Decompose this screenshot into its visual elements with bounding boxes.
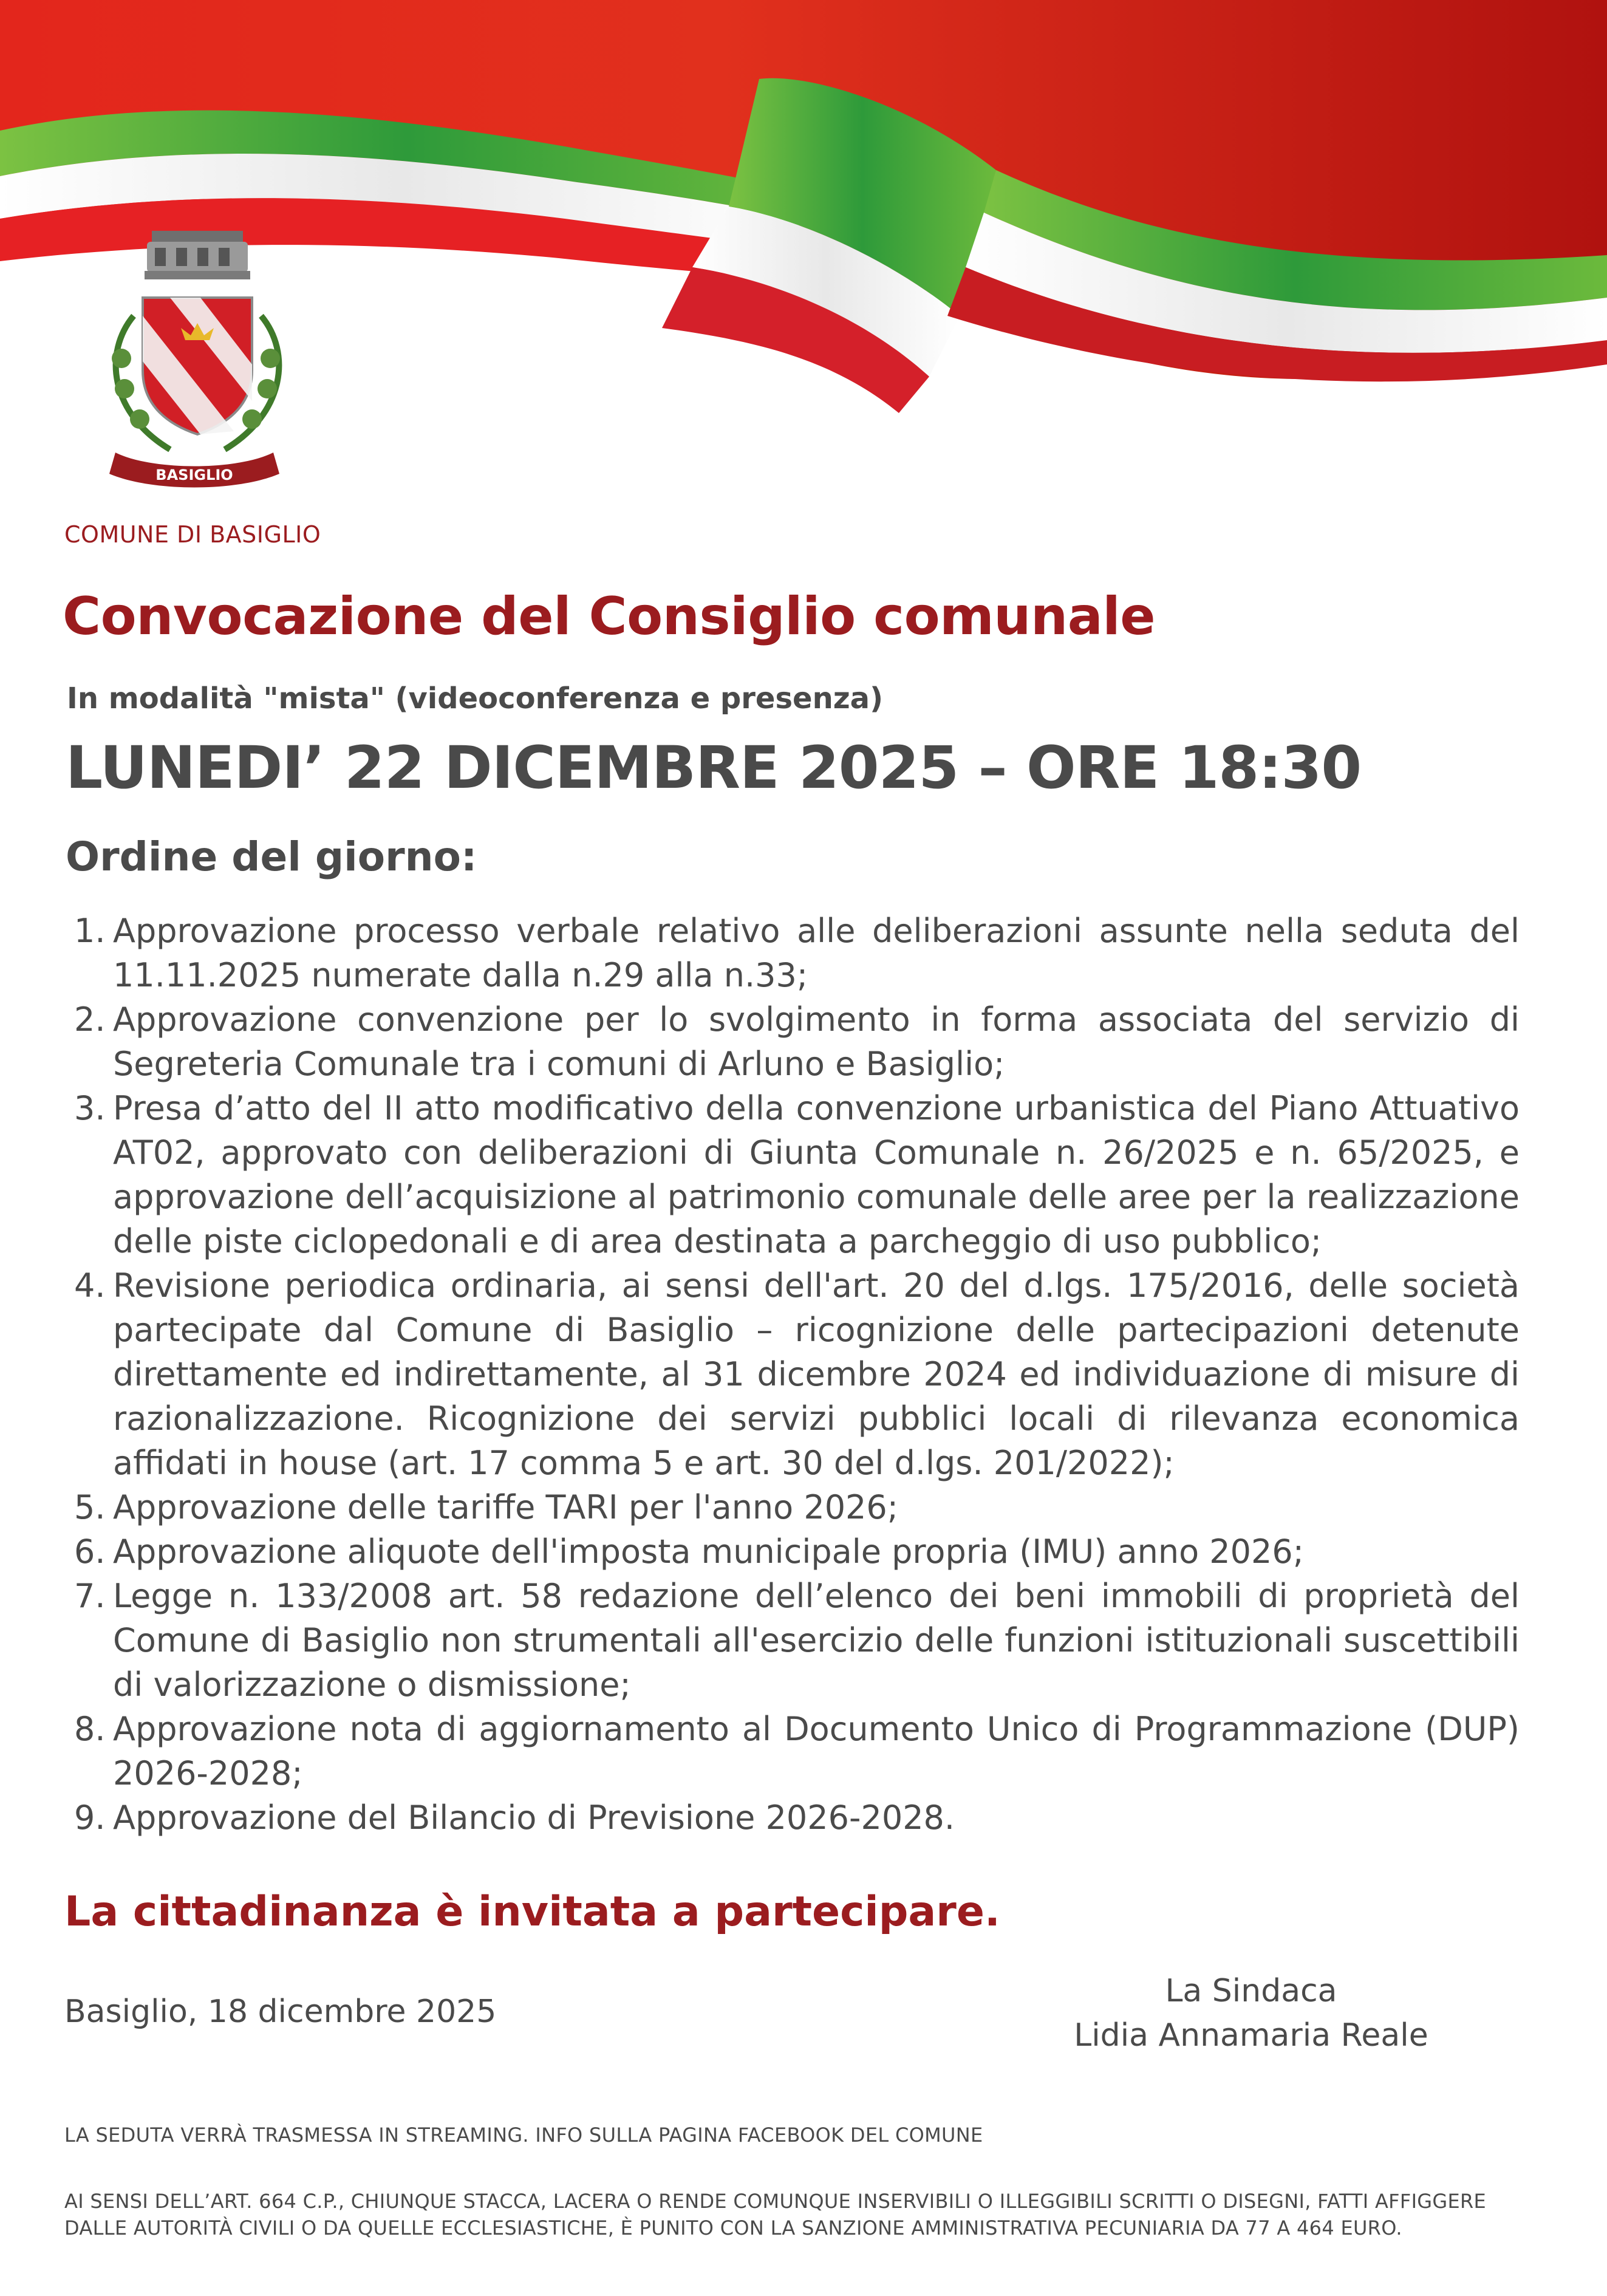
agenda-item-number: 1. bbox=[74, 912, 106, 950]
page-title: Convocazione del Consiglio comunale bbox=[63, 586, 1156, 647]
agenda-item-number: 8. bbox=[74, 1710, 106, 1748]
agenda-item bbox=[66, 1485, 1520, 1529]
agenda-item bbox=[66, 1529, 1520, 1574]
crest-scroll-text: BASIGLIO bbox=[155, 466, 233, 483]
agenda-item-text: Approvazione convenzione per lo svolgimento in forma associata del servizio di Segreteria Comunale tra i comuni di Arluno e Basiglio; bbox=[113, 1000, 1520, 1083]
agenda-item bbox=[66, 1707, 1520, 1795]
agenda-item-number: 5. bbox=[74, 1488, 106, 1526]
invitation-text: La cittadinanza è invitata a partecipare. bbox=[64, 1888, 1000, 1936]
place-date: Basiglio, 18 dicembre 2025 bbox=[64, 1994, 497, 2030]
agenda-item-text: Approvazione delle tariffe TARI per l'anno 2026; bbox=[113, 1488, 898, 1526]
agenda-item bbox=[66, 997, 1520, 1086]
agenda-item bbox=[66, 1795, 1520, 1840]
agenda-item-text: Presa d’atto del II atto modificativo della convenzione urbanistica del Piano Attuativo AT02, approvato con deliberazioni di Giunta Comunale n. 26/2025 e n. 65/2025, e approvazione dell’acquisizione al patrimonio comunale delle aree per la realizzazione delle piste ciclopedonali e di area destinata a parcheggio di uso pubblico; bbox=[113, 1089, 1520, 1260]
signer-role: La Sindaca bbox=[1165, 1973, 1337, 2009]
streaming-notice: LA SEDUTA VERRÀ TRASMESSA IN STREAMING. INFO SULLA PAGINA FACEBOOK DEL COMUNE bbox=[64, 2123, 983, 2147]
agenda-item-text: Approvazione aliquote dell'imposta municipale propria (IMU) anno 2026; bbox=[113, 1532, 1304, 1571]
agenda-item-number: 3. bbox=[74, 1089, 106, 1127]
agenda-item-number: 2. bbox=[74, 1000, 106, 1039]
agenda-item-text: Legge n. 133/2008 art. 58 redazione dell’elenco dei beni immobili di proprietà del Comune di Basiglio non strumentali all'esercizio delle funzioni istituzionali suscettibili di valorizzazione o dismissione; bbox=[113, 1577, 1520, 1704]
meeting-mode: In modalità "mista" (videoconferenza e presenza) bbox=[67, 682, 883, 716]
agenda-item-text: Approvazione processo verbale relativo alle deliberazioni assunte nella seduta del 11.11.2025 numerate dalla n.29 alla n.33; bbox=[113, 912, 1520, 994]
agenda-item bbox=[66, 1263, 1520, 1485]
agenda-item bbox=[66, 909, 1520, 997]
agenda-item-number: 9. bbox=[74, 1799, 106, 1837]
municipality-name: COMUNE DI BASIGLIO bbox=[64, 521, 321, 548]
agenda-item-number: 4. bbox=[74, 1266, 106, 1305]
legal-notice: AI SENSI DELL’ART. 664 C.P., CHIUNQUE STACCA, LACERA O RENDE COMUNQUE INSERVIBILI O ILLEGGIBILI SCRITTI O DISEGNI, FATTI AFFIGGERE DALLE AUTORITÀ CIVILI O DA QUELLE ECCLESIASTICHE, È PUNITO CON LA SANZIONE AMMINISTRATIVA PECUNIARIA DA 77 A 464 EURO. bbox=[64, 2190, 1487, 2240]
agenda-item-text: Approvazione del Bilancio di Previsione 2026-2028. bbox=[113, 1799, 955, 1837]
agenda-heading: Ordine del giorno: bbox=[66, 833, 477, 880]
agenda-item-text: Approvazione nota di aggiornamento al Documento Unico di Programmazione (DUP) 2026-2028; bbox=[113, 1710, 1520, 1792]
signer-name: Lidia Annamaria Reale bbox=[1074, 2017, 1428, 2054]
agenda-item-text: Revisione periodica ordinaria, ai sensi dell'art. 20 del d.lgs. 175/2016, delle società partecipate dal Comune di Basiglio – ricognizione delle partecipazioni detenute direttamente ed indirettamente, al 31 dicembre 2024 ed individuazione di misure di razionalizzazione. Ricognizione dei servizi pubblici locali di rilevanza economica affidati in house (art. 17 comma 5 e art. 30 del d.lgs. 201/2022); bbox=[113, 1266, 1520, 1482]
agenda-item-number: 7. bbox=[74, 1577, 106, 1615]
agenda-item bbox=[66, 1086, 1520, 1263]
agenda-item-number: 6. bbox=[74, 1532, 106, 1571]
meeting-datetime: LUNEDI’ 22 DICEMBRE 2025 – ORE 18:30 bbox=[66, 734, 1362, 802]
signature-block bbox=[1032, 1969, 1470, 2058]
agenda-item bbox=[66, 1574, 1520, 1707]
agenda-list bbox=[66, 909, 1520, 1840]
municipal-crest-icon bbox=[79, 231, 310, 498]
